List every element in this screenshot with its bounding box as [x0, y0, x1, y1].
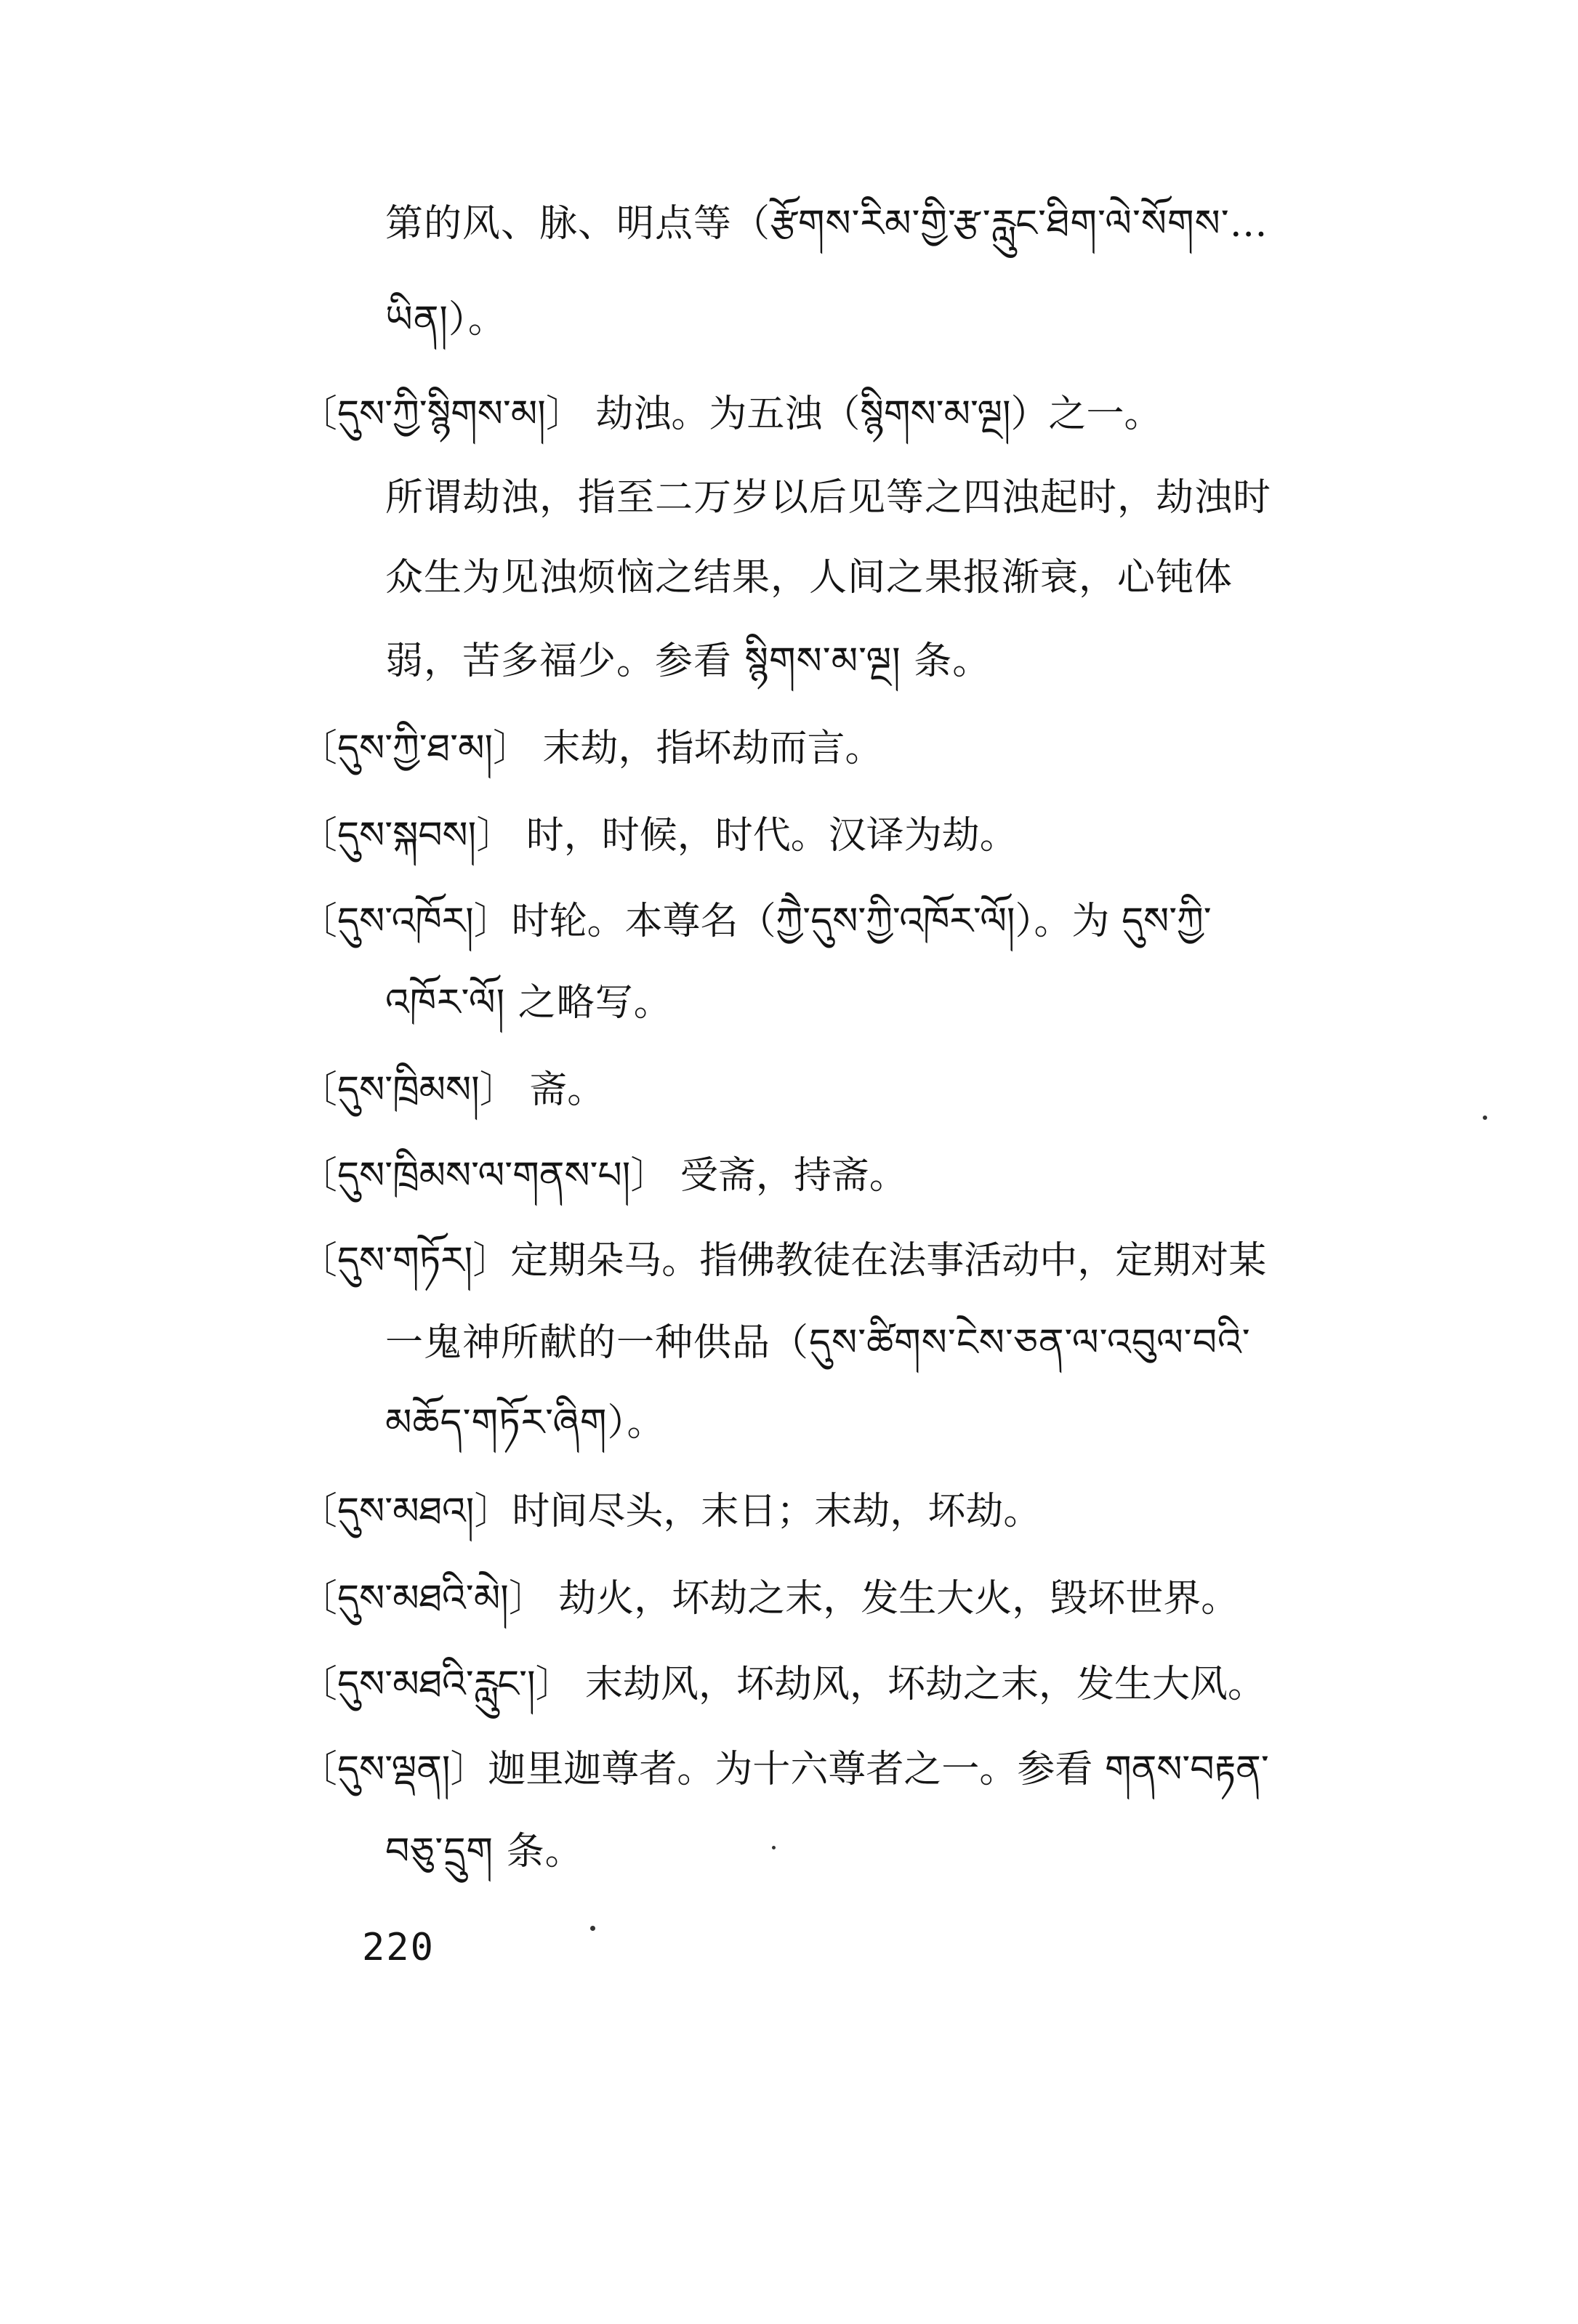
page-number: 220: [362, 1926, 435, 1969]
print-speck: [772, 1846, 776, 1849]
entry-headline: 〔དུས་མཐའི་རླུང་།〕 末劫风，坏劫风，坏劫之末，发生大风。: [299, 1663, 1266, 1706]
entry-continuation: 一鬼神所献的一种供品（དུས་ཚིགས་ངེས་ཅན་ལ་འབུལ་བའི་: [385, 1321, 1251, 1365]
entry-continuation: 弱，苦多福少。参看 སྙིགས་མ་ལྔ། 条。: [385, 639, 991, 683]
entry-continuation: 所谓劫浊，指至二万岁以后见等之四浊起时，劫浊时: [385, 476, 1272, 520]
entry-headline: 〔དུས་མཐའ།〕时间尽头，末日；末劫，坏劫。: [299, 1490, 1042, 1533]
entry-headline: 〔དུས་ཀྱི་ཐ་མ།〕 末劫，指坏劫而言。: [299, 727, 883, 770]
entry-headline: 〔དུས་སྐབས།〕 时，时候，时代。汉译为劫。: [299, 814, 1018, 858]
entry-headline: 〔དུས་ཁྲིམས་ལ་གནས་པ།〕 受斋，持斋。: [299, 1154, 907, 1198]
entry-continuation: ཡིན།）。: [385, 298, 507, 342]
print-speck: [590, 1926, 595, 1931]
entry-headline: 〔དུས་གཏོར།〕定期朵马。指佛教徒在法事活动中，定期对某: [299, 1239, 1267, 1283]
entry-headline: 〔དུས་འཁོར།〕时轮。本尊名（ཀྱཻ་དུས་ཀྱི་འཁོར་ལོ།）。为 དུས་ཀྱི་: [299, 900, 1212, 943]
entry-continuation: བཅུ་དྲུག 条。: [385, 1830, 584, 1873]
entry-headline: 〔དུས་མཐའི་མེ།〕 劫火，坏劫之末，发生大火，毁坏世界。: [299, 1577, 1239, 1621]
entry-headline: 〔དུས་ཁྲིམས།〕 斋。: [299, 1068, 605, 1112]
entry-headline: 〔དུས་ལྡན།〕迦里迦尊者。为十六尊者之一。参看 གནས་བརྟན་: [299, 1748, 1269, 1791]
entry-continuation: 第的风、脉、明点等（རྩོགས་རིམ་གྱི་རྩ་རླུང་ཐིག་ལེ་སོགས་…: [385, 202, 1268, 246]
entry-continuation: 众生为见浊烦恼之结果，人间之果报渐衰，心钝体: [385, 556, 1233, 600]
print-speck: [1483, 1115, 1487, 1120]
entry-headline: 〔དུས་ཀྱི་སྙིགས་མ།〕 劫浊。为五浊（སྙིགས་མ་ལྔ།）之一。: [299, 392, 1162, 436]
entry-continuation: མཆོད་གཏོར་ཞིག）。: [385, 1401, 666, 1445]
entry-continuation: འཁོར་ལོ། 之略写。: [385, 981, 672, 1025]
